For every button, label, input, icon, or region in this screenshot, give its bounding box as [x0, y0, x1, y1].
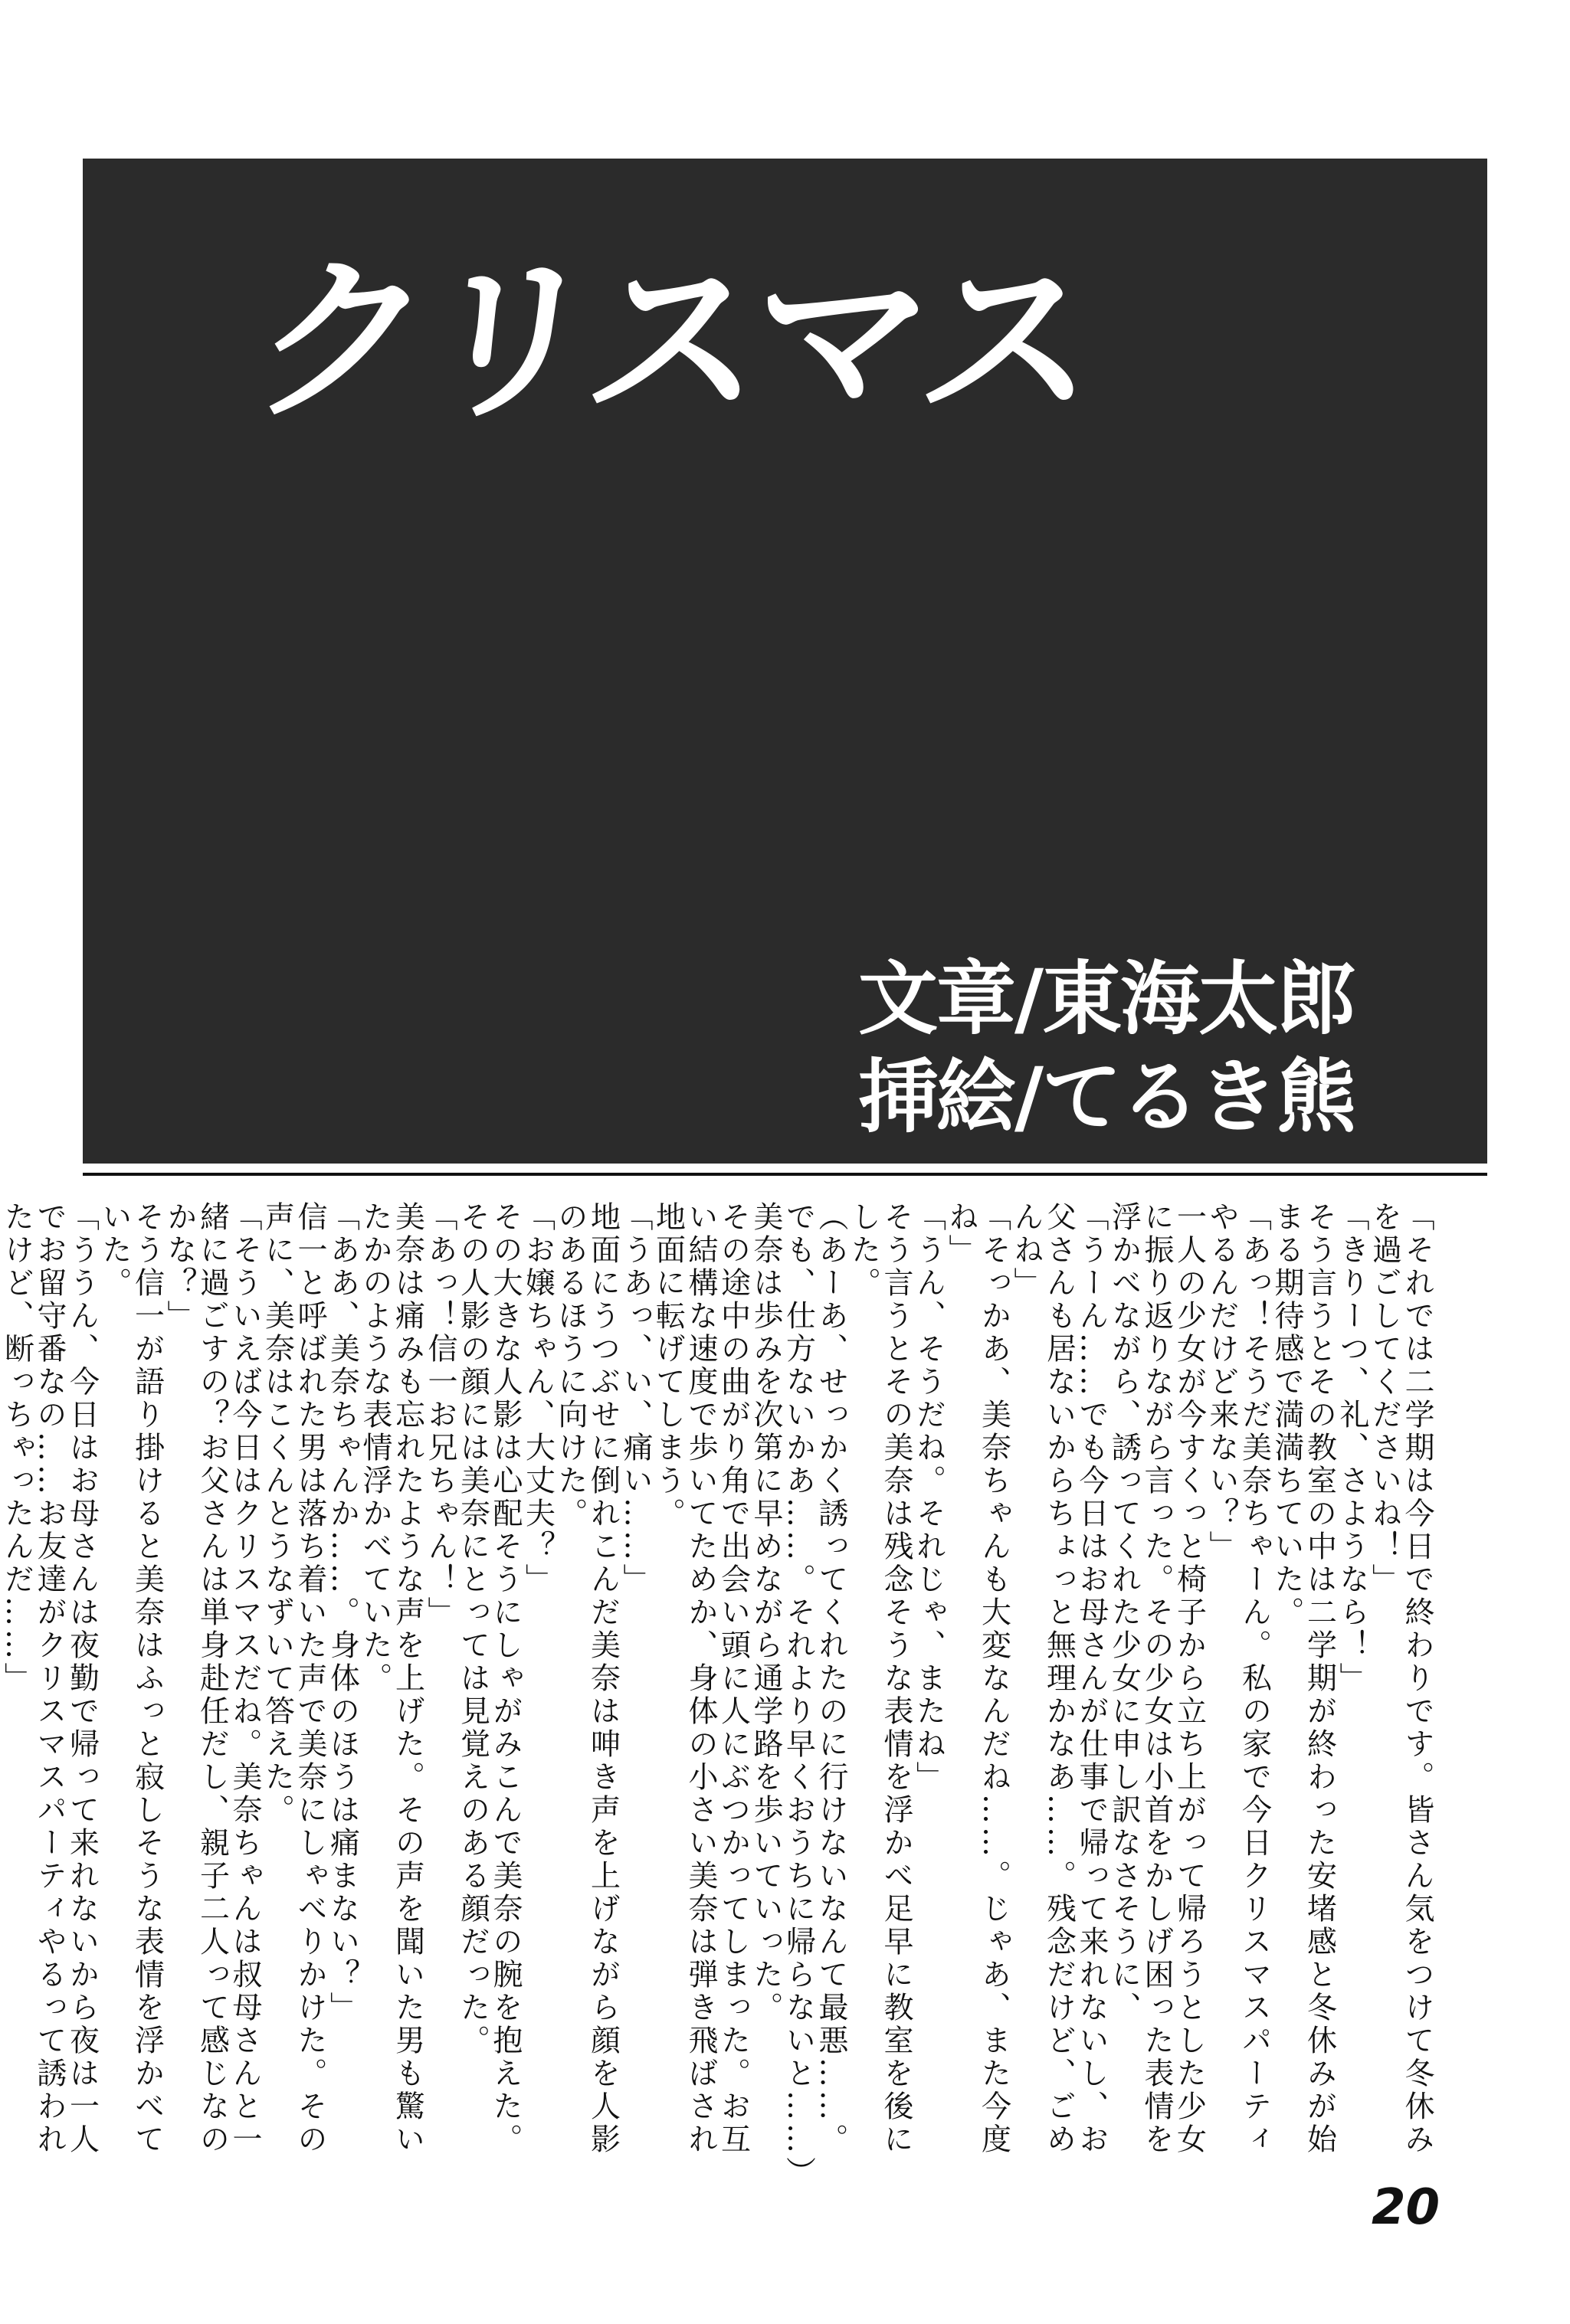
story-title: クリスマス — [241, 238, 1100, 445]
paragraph: そう信一が語り掛けると美奈はふっと寂しそうな表情を浮かべていた。 — [97, 1201, 165, 2156]
paragraph: 「ううん、今日はお母さんは夜勤で帰って来れないから夜は一人でお留守番なの……お友達がクリスマスパーティやるって誘われたけど、断っちゃったんだ……」 — [0, 1201, 100, 2156]
credits-block — [858, 950, 1355, 1146]
paragraph: 信一と呼ばれた男は落ち着いた声で美奈にしゃべりかけた。その声に、美奈はこくんとうなずいて答えた。 — [260, 1201, 327, 2156]
paragraph: そう言うとその美奈は残念そうな表情を浮かべ足早に教室を後にした。 — [846, 1201, 913, 2156]
paragraph: 「ああ、美奈ちゃんか……。身体のほうは痛まない？」 — [325, 1201, 360, 2024]
paragraph: 「そういえば今日はクリスマスだね。美奈ちゃんは叔母さんと一緒に過ごすの？お父さんは単身赴任だし、親子二人って感じなのかな？」 — [162, 1201, 262, 2156]
divider-rule — [83, 1173, 1487, 1176]
paragraph: その途中の曲がり角で出会い頭に人にぶつかってしまった。お互い結構な速度で歩いてためか、身体の小さい美奈は弾き飛ばされ地面に転げてしまう。 — [651, 1201, 751, 2156]
paragraph: 「お嬢ちゃん、大丈夫？」 — [520, 1201, 556, 1596]
paragraph: 「うーん……でも今日はお母さんが仕事で帰って来れないし、お父さんも居ないからちょっと無理かなあ……。残念だけど、ごめんね」 — [1009, 1201, 1109, 2156]
page-number: 20 — [1372, 2179, 1441, 2236]
paragraph: 美奈は歩みを次第に早めながら通学路を歩いていった。 — [749, 1201, 783, 2024]
paragraph: その大きな人影は心配そうにしゃがみこんで美奈の腕を抱えた。その人影の顔には美奈にとっては見覚えのある顔だった。 — [455, 1201, 523, 2156]
paragraph: 一人の少女が今すくっと椅子から立ち上がって帰ろうとした少女に振り返りながら言った。その少女は小首をかしげ困った表情を浮かべながら、誘ってくれた少女に申し訳なさそうに、 — [1106, 1201, 1207, 2156]
paragraph: 美奈は痛みも忘れたような声を上げた。その声を聞いた男も驚いたかのような表情浮かべていた。 — [358, 1201, 425, 2156]
paragraph: 「うん、そうだね。それじゃ、またね」 — [911, 1201, 946, 1794]
paragraph: 「そっかあ、美奈ちゃんも大変なんだね……。じゃあ、また今度ね」 — [944, 1201, 1011, 2156]
paragraph: 「うあっ、い、痛い……」 — [618, 1201, 653, 1596]
paragraph: 「あっ！信一お兄ちゃん！」 — [423, 1201, 457, 1629]
paragraph: 「それでは二学期は今日で終わりです。皆さん気をつけて冬休みを過ごしてくださいね！」 — [1367, 1201, 1434, 2156]
paragraph: 「あっ！そうだ美奈ちゃーん。私の家で今日クリスマスパーティやるんだけど来ない？」 — [1205, 1201, 1272, 2156]
illustrator-credit: 挿絵/てるき熊 — [858, 1050, 1355, 1144]
story-body — [0, 1201, 1434, 2189]
paragraph: そう言うとその教室の中は二学期が終わった安堵感と冬休みが始まる期待感で満満ちていた。 — [1270, 1201, 1337, 2156]
paragraph: 「きりーつ、礼、さようなら！」 — [1335, 1201, 1369, 1695]
author-credit: 文章/東海太郎 — [858, 952, 1355, 1046]
paragraph: 地面にうつぶせに倒れこんだ美奈は呻き声を上げながら顔を人影のあるほうに向けた。 — [553, 1201, 621, 2156]
paragraph: （あーあ、せっかく誘ってくれたのに行けないなんて最悪……。でも、仕方ないかあ……。それより早くおうちに帰らないと……） — [781, 1201, 848, 2189]
